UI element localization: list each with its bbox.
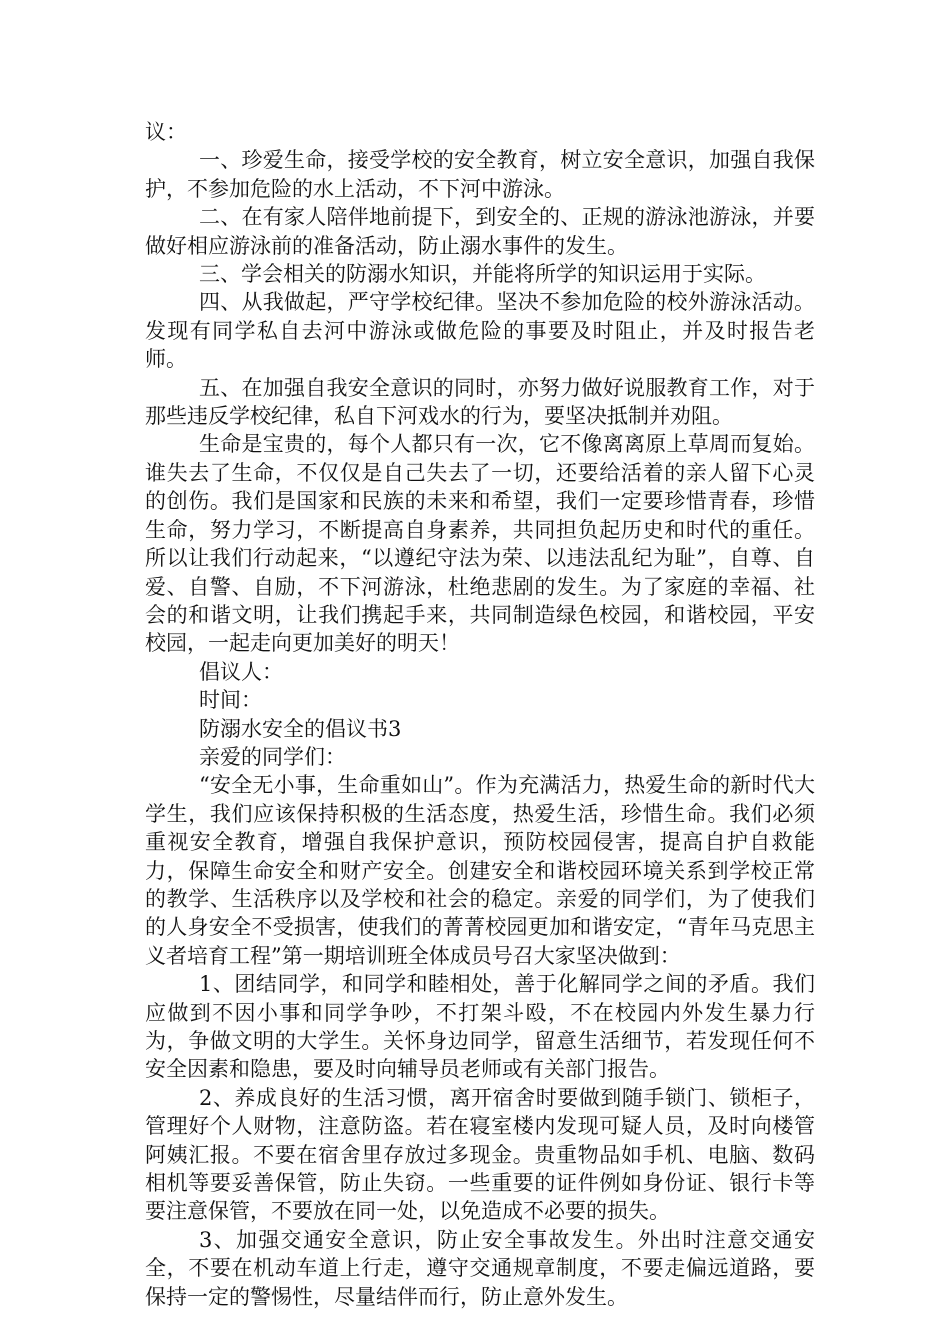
salutation: 亲爱的同学们： <box>199 744 346 769</box>
paragraph: 二、在有家人陪伴地前提下，到安全的、正规的游泳池游泳，并要做好相应游泳前的准备活动，防止溺水事件的发生。 <box>145 205 815 258</box>
paragraph: 一、珍爱生命，接受学校的安全教育，树立安全意识，加强自我保护，不参加危险的水上活动，不下河中游泳。 <box>145 148 815 201</box>
paragraph: 3、加强交通安全意识，防止安全事故发生。外出时注意交通安全，不要在机动车道上行走，遵守交通规章制度，不要走偏远道路，要保持一定的警惕性，尽量结伴而行，防止意外发生。 <box>145 1227 815 1309</box>
signatory-label: 倡议人： <box>199 659 283 684</box>
paragraph: 2、养成良好的生活习惯，离开宿舍时要做到随手锁门、锁柜子，管理好个人财物，注意防盗。若在寝室楼内发现可疑人员，及时向楼管阿姨汇报。不要在宿舍里存放过多现金。贵重物品如手机、电脑、数码相机等要妥善保管，防止失窃。一些重要的证件例如身份证、银行卡等要注意保管，不要放在同一处，以免造成不必要的损失。 <box>145 1085 815 1224</box>
document-body <box>145 118 815 1311</box>
paragraph: 五、在加强自我安全意识的同时，亦努力做好说服教育工作，对于那些违反学校纪律，私自下河戏水的行为，要坚决抵制并劝阻。 <box>145 375 815 429</box>
paragraph: “安全无小事，生命重如山”。作为充满活力，热爱生命的新时代大学生，我们应该保持积极的生活态度，热爱生活，珍惜生命。我们必须重视安全教育，增强自我保护意识，预防校园侵害，提高自护自救能力，保障生命安全和财产安全。创建安全和谐校园环境关系到学校正常的教学、生活秩序以及学校和社会的稳定。亲爱的同学们，为了使我们的人身安全不受损害，使我们的菁菁校园更加和谐安定，“青年马克思主义者培育工程”第一期培训班全体成员号召大家坚决做到： <box>145 773 815 968</box>
paragraph: 三、学会相关的防溺水知识，并能将所学的知识运用于实际。 <box>199 262 766 287</box>
paragraph: 1、团结同学，和同学和睦相处，善于化解同学之间的矛盾。我们应做到不因小事和同学争吵，不打架斗殴，不在校园内外发生暴力行为，争做文明的大学生。关怀身边同学，留意生活细节，若发现任何不安全因素和隐患，要及时向辅导员老师或有关部门报告。 <box>145 972 815 1082</box>
date-label: 时间： <box>199 688 262 713</box>
paragraph: 生命是宝贵的，每个人都只有一次，它不像离离原上草周而复始。谁失去了生命，不仅仅是自己失去了一切，还要给活着的亲人留下心灵的创伤。我们是国家和民族的未来和希望，我们一定要珍惜青春，珍惜生命，努力学习，不断提高自身素养，共同担负起历史和时代的重任。所以让我们行动起来，“以遵纪守法为荣、以违法乱纪为耻”，自尊、自爱、自警、自励，不下河游泳，杜绝悲剧的发生。为了家庭的幸福、社会的和谐文明，让我们携起手来，共同制造绿色校园，和谐校园，平安校园，一起走向更加美好的明天！ <box>145 432 815 656</box>
paragraph: 议： <box>145 120 187 144</box>
section-title: 防溺水安全的倡议书3 <box>199 716 402 741</box>
paragraph: 四、从我做起，严守学校纪律。坚决不参加危险的校外游泳活动。发现有同学私自去河中游泳或做危险的事要及时阻止，并及时报告老师。 <box>145 290 815 372</box>
